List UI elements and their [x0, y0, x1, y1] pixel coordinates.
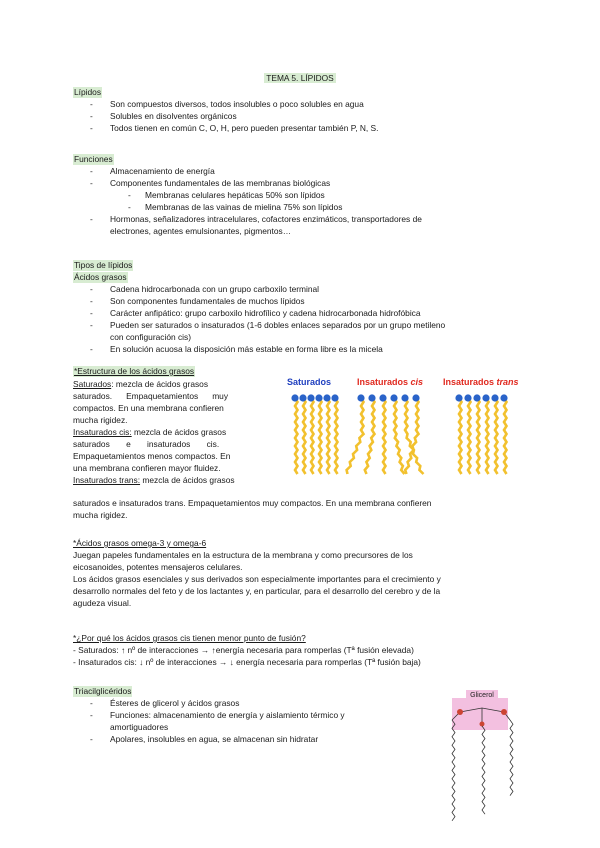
polar-head	[482, 394, 489, 401]
list-item: - Almacenamiento de energía	[73, 165, 533, 177]
section-tipos	[73, 259, 533, 355]
section-heading: *Ácidos grasos omega-3 y omega-6	[73, 538, 207, 548]
section-subheading: Ácidos grasos	[74, 272, 127, 282]
fatty-chain	[383, 398, 386, 474]
fatty-acid-figure	[283, 374, 533, 484]
fatty-chain	[319, 398, 322, 474]
list-item: - Pueden ser saturados o insaturados (1-6 dobles enlaces separados por un grupo metileno con configuración cis)	[73, 319, 533, 343]
polar-head	[323, 394, 330, 401]
polar-head	[455, 394, 462, 401]
list-item: - Todos tienen en común C, O, H, pero pueden presentar también P, N, S.	[73, 122, 533, 134]
triacylglycerol-figure	[430, 690, 522, 840]
trans-text-continued: saturados e insaturados trans. Empaquetamientos muy compactos. En una membrana confieren mucha rigidez.	[73, 498, 432, 520]
fatty-chain	[295, 398, 298, 474]
fatty-chain	[495, 398, 498, 474]
fatty-chain	[335, 398, 338, 474]
glycerol-chain	[452, 720, 455, 821]
polar-head	[464, 394, 471, 401]
polar-head	[473, 394, 480, 401]
polar-head	[412, 394, 419, 401]
fatty-chain	[477, 398, 480, 474]
section-lipidos	[73, 86, 533, 134]
saturados-text: Saturados: mezcla de ácidos grasos saturados. Empaquetamientos muy compactos. En una membrana confieren mucha rigidez.	[73, 379, 229, 425]
polar-head	[299, 394, 306, 401]
section-fusion: *¿Por qué los ácidos grasos cis tienen menor punto de fusión? - Saturados: ↑ nº de interacciones → ↑energía necesaria para romperlas (Tª fusión elevada) - Insaturados cis: ↓ nº de interacciones → ↓ energía necesaria para romperlas (Tª fusión baja)	[73, 633, 421, 667]
figure-label-cis: Insaturados cis	[357, 377, 424, 387]
trans-chains	[455, 394, 507, 474]
list-item: - Membranas celulares hepáticas 50% son lípidos	[73, 189, 533, 201]
list-item: - En solución acuosa la disposición más estable en forma libre es la micela	[73, 343, 533, 355]
polar-head	[500, 394, 507, 401]
list	[73, 213, 533, 237]
list	[73, 283, 533, 355]
glycerol-chain	[510, 720, 513, 796]
section-heading: *Estructura de los ácidos grasos	[74, 366, 195, 376]
list-item: - Cadena hidrocarbonada con un grupo carboxilo terminal	[73, 283, 533, 295]
fatty-chain	[303, 398, 306, 474]
list-item: - Solubles en disolventes orgánicos	[73, 110, 533, 122]
list-item: - Membranas de las vainas de mielina 75% son lípidos	[73, 201, 533, 213]
section-omega: *Ácidos grasos omega-3 y omega-6 Juegan papeles fundamentales en la estructura de la membrana y como precursores de los eicosanoides, potentes mensajeros celulares. Los ácidos grasos esenciales y sus derivados son especialmente importantes para el crecimiento y desarrollo normales del feto y de los lactantes y, en particular, para el desarrollo del cerebro y de la agudeza visual.	[73, 538, 441, 608]
figure-label-trans: Insaturados trans	[443, 377, 519, 387]
polar-head	[357, 394, 364, 401]
list	[73, 98, 533, 134]
figure-label-saturados: Saturados	[287, 377, 332, 387]
list-item: - Hormonas, señalizadores intracelulares, cofactores enzimáticos, transportadores de electrones, agentes emulsionantes, pigmentos…	[73, 213, 533, 237]
section-heading: Funciones	[74, 154, 113, 164]
section-triacilgliceridos	[73, 685, 423, 745]
list-item: - Son compuestos diversos, todos insolubles o poco solubles en agua	[73, 98, 533, 110]
polar-head	[390, 394, 397, 401]
fatty-chain	[347, 398, 364, 474]
cis-text: Insaturados cis: mezcla de ácidos grasos saturados e insaturados cis. Empaquetamientos menos compactos. En una membrana confieren mayor fluidez.	[73, 427, 231, 473]
section-heading: *¿Por qué los ácidos grasos cis tienen menor punto de fusión?	[73, 633, 306, 643]
polar-head	[307, 394, 314, 401]
fatty-chain	[311, 398, 314, 474]
polar-head	[331, 394, 338, 401]
polar-head	[491, 394, 498, 401]
section-heading: Triacilglicéridos	[74, 686, 132, 696]
polar-head	[291, 394, 298, 401]
fatty-chain	[327, 398, 330, 474]
list-item: - Componentes fundamentales de las membranas biológicas	[73, 177, 533, 189]
fatty-chain	[486, 398, 489, 474]
list-item: - Funciones: almacenamiento de energía y aislamiento térmico y amortiguadores	[73, 709, 423, 733]
glycerol-fatty-chains	[452, 720, 513, 821]
list	[73, 165, 533, 189]
fatty-chain	[459, 398, 462, 474]
cis-chains	[347, 394, 424, 474]
fatty-chain	[468, 398, 471, 474]
polar-head	[401, 394, 408, 401]
list-item: - Apolares, insolubles en agua, se almacenan sin hidratar	[73, 733, 423, 745]
list-item: - Carácter anfipático: grupo carboxilo hidrofílico y cadena hidrocarbonada hidrofóbica	[73, 307, 533, 319]
triacylglycerol-illustration	[430, 690, 522, 840]
trans-text: Insaturados trans: mezcla de ácidos grasos	[73, 475, 235, 485]
page-title: TEMA 5. LÍPIDOS	[266, 73, 334, 83]
glycerol-chain	[482, 726, 485, 814]
fatty-chain	[504, 398, 507, 474]
fatty-chain	[365, 398, 375, 474]
fatty-chain	[394, 398, 405, 474]
polar-head	[368, 394, 375, 401]
section-heading: Tipos de lípidos	[74, 260, 133, 270]
polar-head	[315, 394, 322, 401]
list-item: - Ésteres de glicerol y ácidos grasos	[73, 697, 423, 709]
section-estructura	[73, 365, 283, 486]
section-heading: Lípidos	[74, 87, 102, 97]
section-funciones	[73, 153, 533, 237]
glycerol-label: Glicerol	[470, 692, 494, 699]
list	[73, 697, 423, 745]
polar-head	[379, 394, 386, 401]
sub-list	[73, 189, 533, 213]
list-item: - Son componentes fundamentales de muchos lípidos	[73, 295, 533, 307]
fatty-acid-illustration	[283, 374, 533, 484]
saturated-chains	[291, 394, 338, 474]
